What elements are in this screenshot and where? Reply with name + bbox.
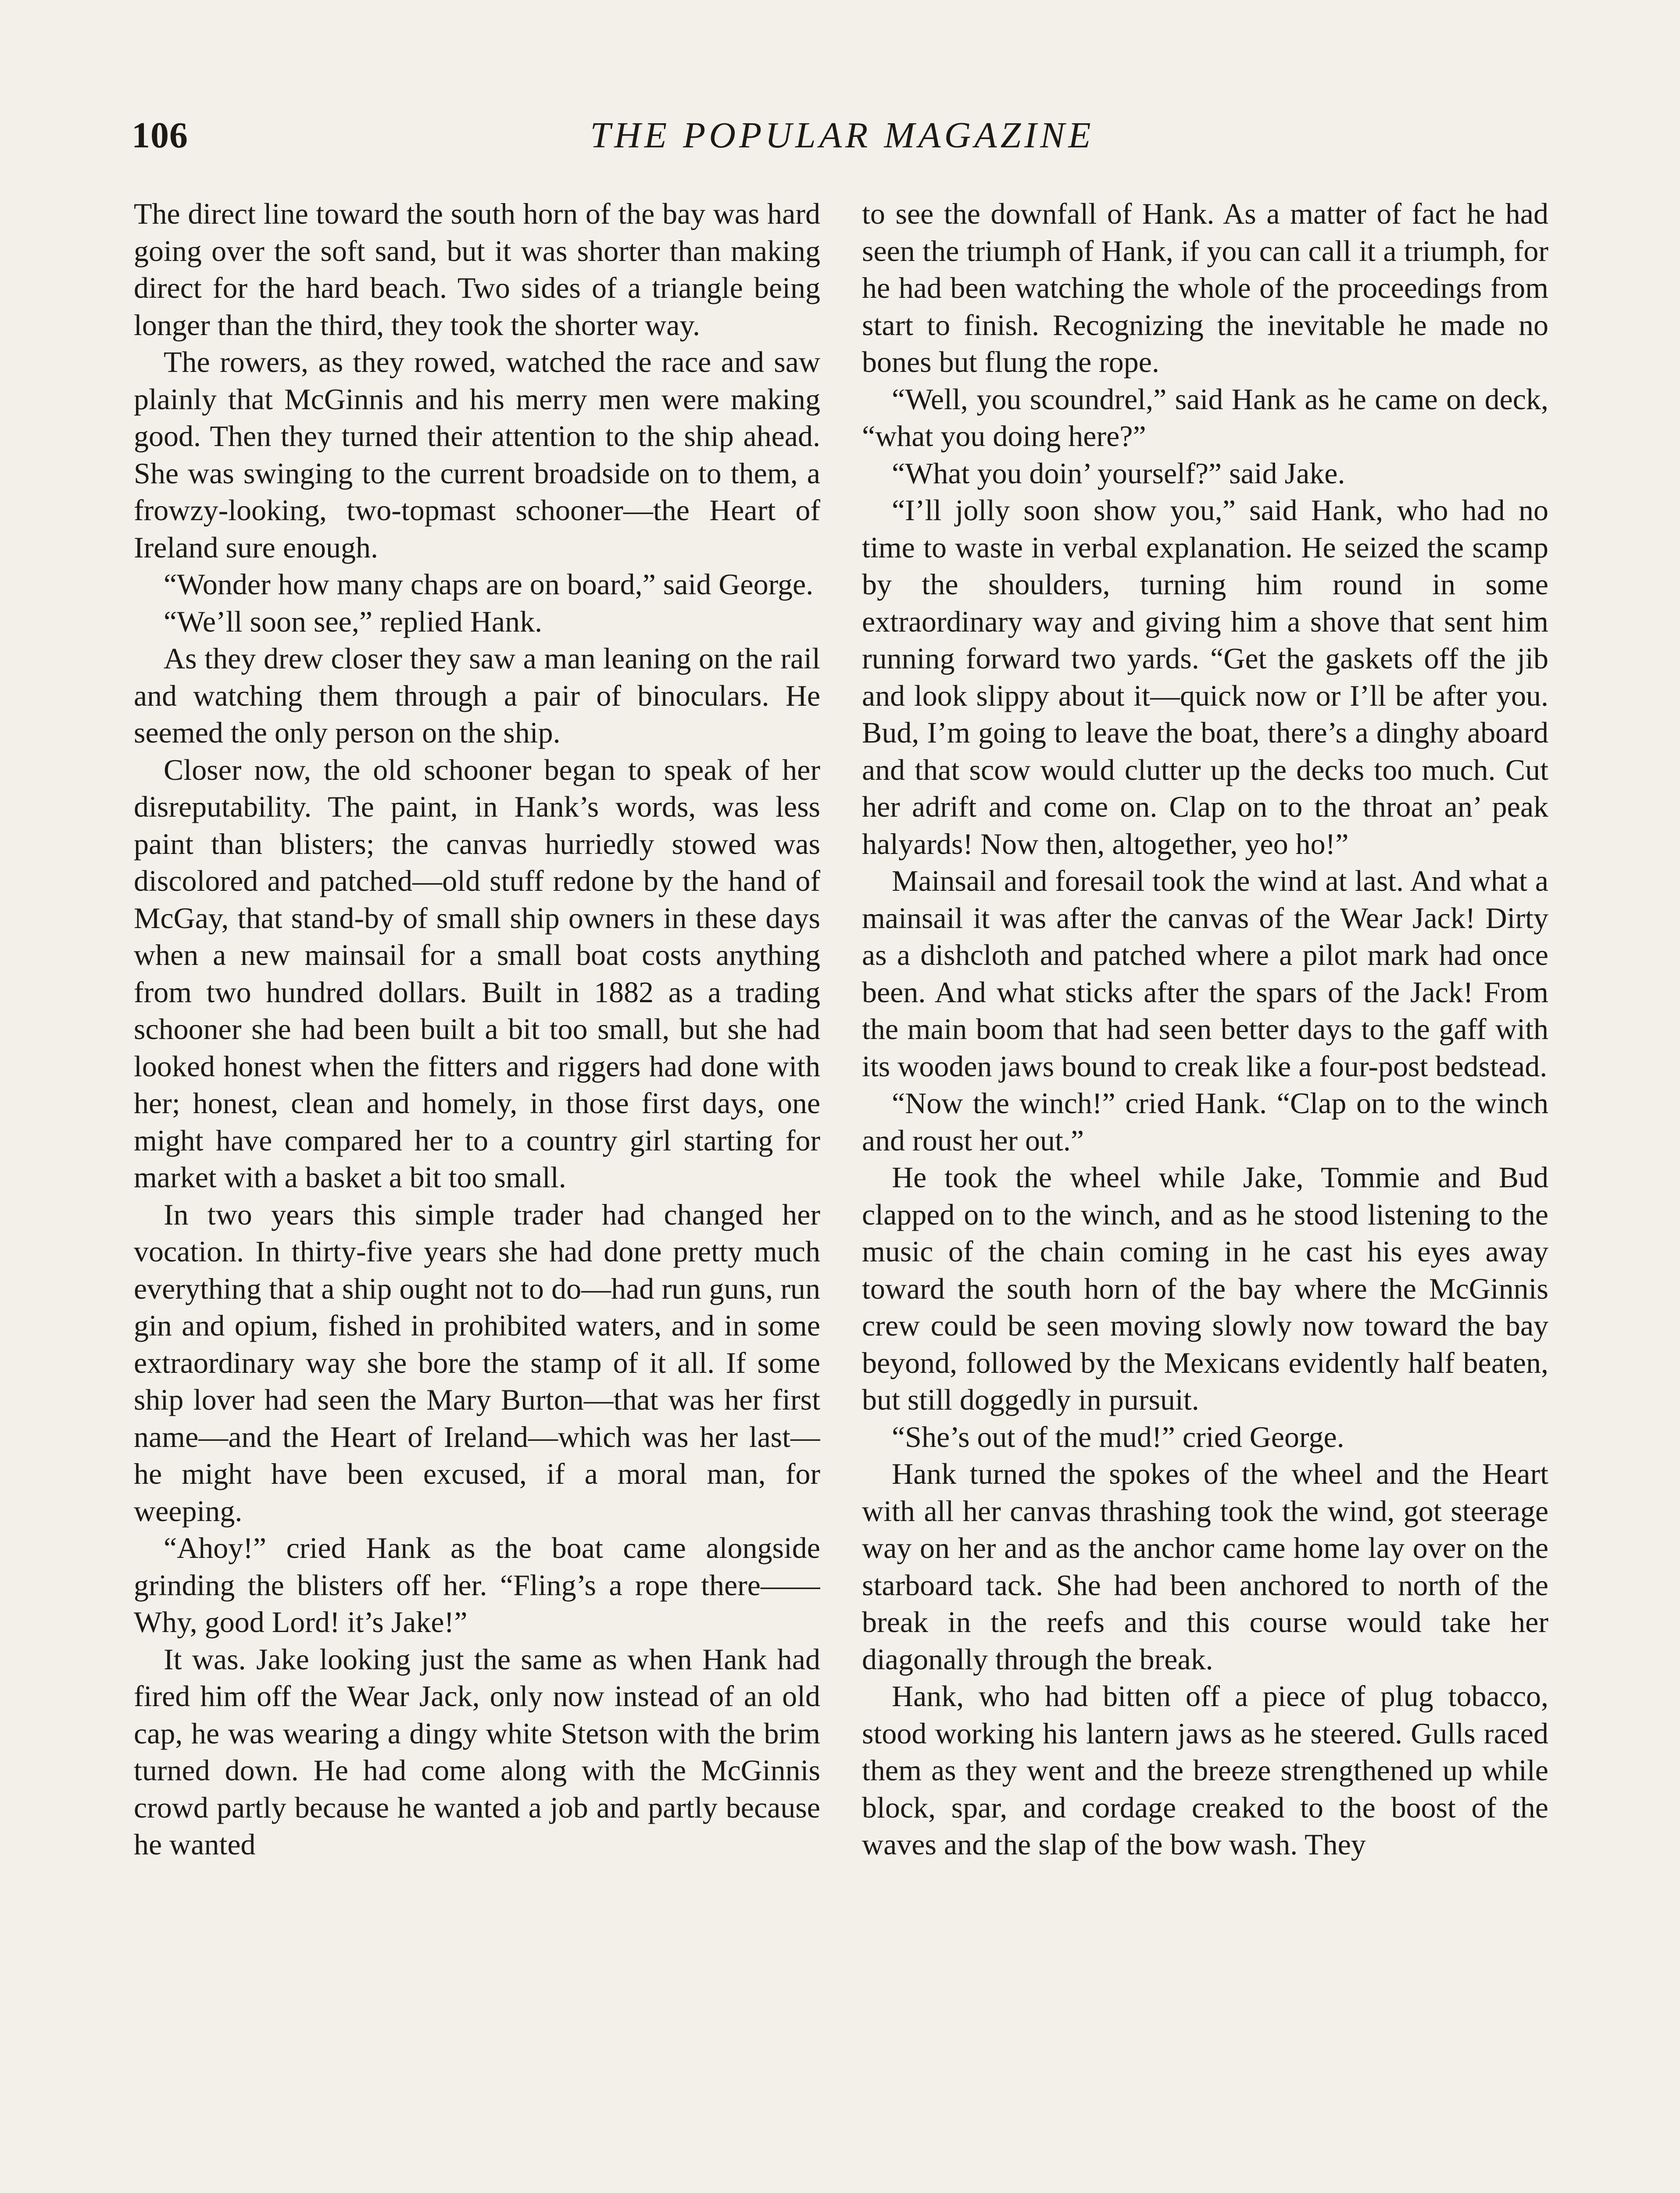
paragraph: “She’s out of the mud!” cried George. (892, 1420, 1344, 1454)
right-column (862, 195, 1548, 2193)
paragraph: to see the downfall of Hank. As a matter of fact he had seen the triumph of Hank, if you can call it a triumph, for he had been watching the whole of the proceedings from start to finish. Recognizing the inevitable he made no bones but flung the rope. (862, 197, 1548, 379)
paragraph: “Well, you scoundrel,” said Hank as he came on deck, “what you doing here?” (862, 382, 1548, 453)
paragraph: The direct line toward the south horn of the bay was hard going over the soft sand, but it was shorter than making direct for the hard beach. Two sides of a triangle being longer than the third, they took the shorter way. (134, 197, 820, 342)
paragraph: Hank turned the spokes of the wheel and the Heart with all her canvas thrashing took the wind, got steerage way on her and as the anchor came home lay over on the starboard tack. She had been anchored to north of the break in the reefs and this course would take her diagonally through the break. (862, 1457, 1548, 1676)
paragraph: As they drew closer they saw a man leaning on the rail and watching them through a pair of binoculars. He seemed the only person on the ship. (134, 642, 820, 749)
paragraph: “I’ll jolly soon show you,” said Hank, who had no time to waste in verbal explanation. He seized the scamp by the shoulders, turning him round in some extraordinary way and giving him a shove that sent him running forward two yards. “Get the gaskets off the jib and look slippy about it—quick now or I’ll be after you. Bud, I’m going to leave the boat, there’s a dinghy aboard and that scow would clutter up the decks too much. Cut her adrift and come on. Clap on to the throat an’ peak halyards! Now then, altogether, yeo ho!” (862, 493, 1548, 861)
paragraph: “Ahoy!” cried Hank as the boat came alongside grinding the blisters off her. “Fling’s a rope there—— Why, good Lord! it’s Jake!” (134, 1531, 820, 1639)
paragraph: “What you doin’ yourself?” said Jake. (892, 456, 1345, 490)
paragraph: Closer now, the old schooner began to speak of her disreputability. The paint, in Hank’s words, was less paint than blisters; the canvas hurriedly stowed was discolored and patched—old stuff redone by the hand of McGay, that stand-by of small ship owners in these days when a new mainsail for a small boat costs anything from two hundred dollars. Built in 1882 as a trading schooner she had been built a bit too small, but she had looked honest when the fitters and riggers had done with her; honest, clean and homely, in those first days, one might have compared her to a country girl starting for market with a basket a bit too small. (134, 753, 820, 1194)
paragraph: “Now the winch!” cried Hank. “Clap on to the winch and roust her out.” (862, 1086, 1548, 1157)
paragraph: He took the wheel while Jake, Tommie and Bud clapped on to the winch, and as he stood listening to the music of the chain coming in he cast his eyes away toward the south horn of the bay where the McGinnis crew could be seen moving slowly now toward the bay beyond, followed by the Mexicans evidently half beaten, but still doggedly in pursuit. (862, 1161, 1548, 1416)
running-title: THE POPULAR MAGAZINE (590, 115, 1094, 156)
paragraph: “We’ll soon see,” replied Hank. (164, 604, 543, 638)
paragraph: It was. Jake looking just the same as when Hank had fired him off the Wear Jack, only now instead of an old cap, he was wearing a dingy white Stetson with the brim turned down. He had come along with the McGinnis crowd partly because he wanted a job and partly because he wanted (134, 1642, 820, 1861)
paragraph: Mainsail and foresail took the wind at last. And what a mainsail it was after the canvas of the Wear Jack! Dirty as a dishcloth and patched where a pilot mark had once been. And what sticks after the spars of the Jack! From the main boom that had seen better days to the gaff with its wooden jaws bound to creak like a four-post bedstead. (862, 864, 1548, 1083)
page-header (132, 114, 1553, 162)
paragraph: “Wonder how many chaps are on board,” said George. (164, 568, 814, 601)
left-column (134, 195, 820, 2193)
paragraph: In two years this simple trader had changed her vocation. In thirty-five years she had done pretty much everything that a ship ought not to do—had run guns, run gin and opium, fished in prohibited waters, and in some extraordinary way she bore the stamp of it all. If some ship lover had seen the Mary Burton—that was her first name—and the Heart of Ireland—which was her last—he might have been excused, if a moral man, for weeping. (134, 1197, 820, 1528)
paragraph: The rowers, as they rowed, watched the race and saw plainly that McGinnis and his merry men were making good. Then they turned their attention to the ship ahead. She was swinging to the current broadside on to them, a frowzy-looking, two-topmast schooner—the Heart of Ireland sure enough. (134, 345, 820, 564)
paragraph: Hank, who had bitten off a piece of plug tobacco, stood working his lantern jaws as he steered. Gulls raced them as they went and the breeze strengthened up while block, spar, and cordage creaked to the boost of the waves and the slap of the bow wash. They (862, 1679, 1548, 1861)
page-number: 106 (132, 115, 188, 156)
